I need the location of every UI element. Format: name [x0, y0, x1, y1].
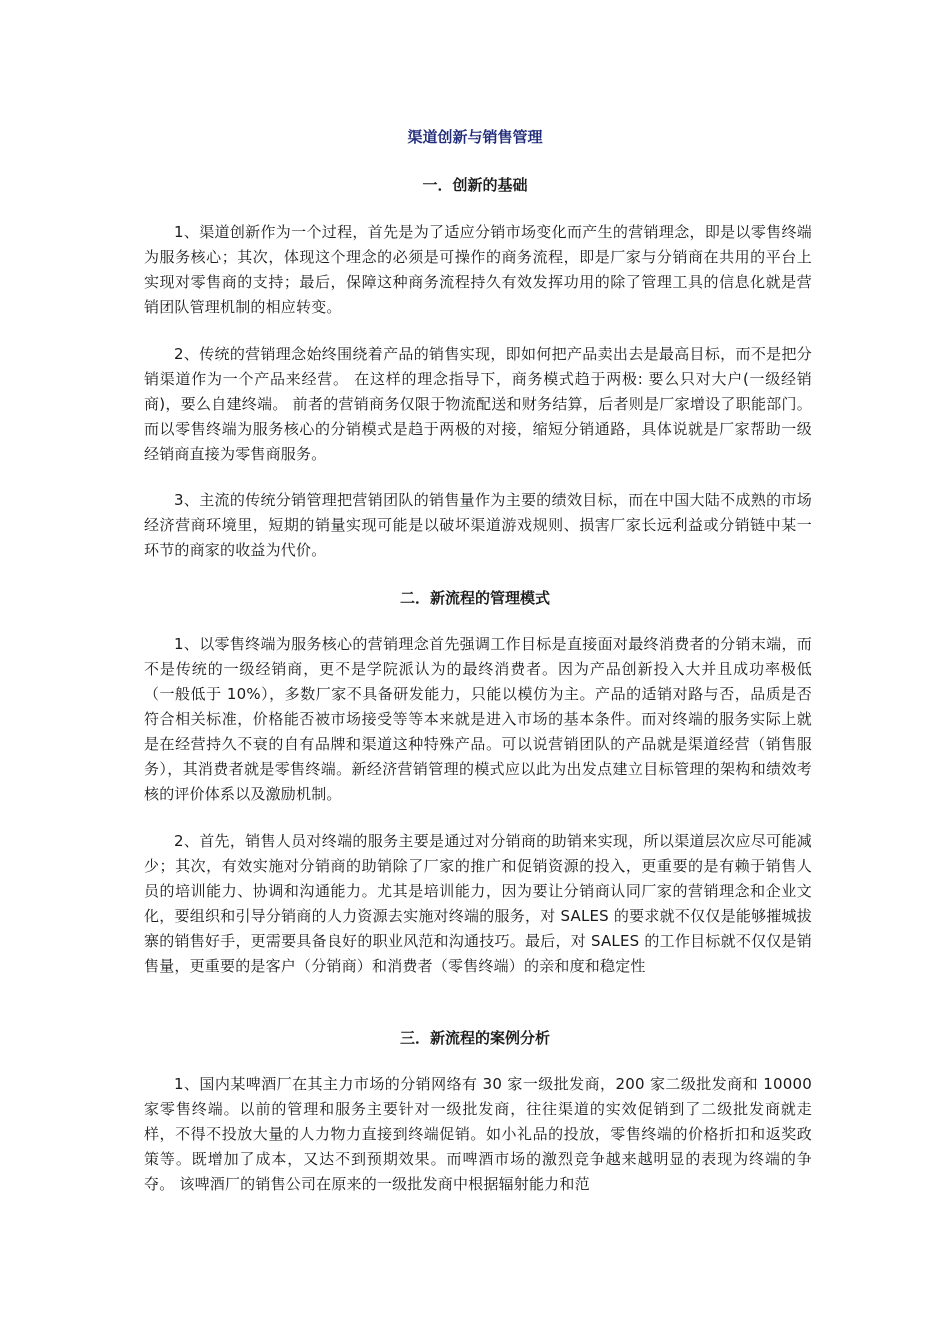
paragraph: 2、首先，销售人员对终端的服务主要是通过对分销商的助销来实现，所以渠道层次应尽可能减少；其次，有效实施对分销商的助销除了厂家的推广和促销资源的投入，更重要的是有赖于销售人员的培训能力、协调和沟通能力。尤其是培训能力，因为要让分销商认同厂家的营销理念和企业文化，要组织和引导分销商的人力资源去实施对终端的服务，对 SALES 的要求就不仅仅是能够摧城拔寨的销售好手，更需要具备良好的职业风范和沟通技巧。最后，对 SALES 的工作目标就不仅仅是销售量，更重要的是客户（分销商）和消费者（零售终端）的亲和度和稳定性 [144, 832, 812, 975]
paragraph: 3、主流的传统分销管理把营销团队的销售量作为主要的绩效目标，而在中国大陆不成熟的市场经济营商环境里，短期的销量实现可能是以破坏渠道游戏规则、损害厂家长远利益或分销链中某一环节的商家的收益为代价。 [144, 491, 812, 559]
paragraph: 1、以零售终端为服务核心的营销理念首先强调工作目标是直接面对最终消费者的分销末端，而不是传统的一级经销商，更不是学院派认为的最终消费者。因为产品创新投入大并且成功率极低（一般低于 10%），多数厂家不具备研发能力，只能以模仿为主。产品的适销对路与否，品质是否符合相关标准，价格能否被市场接受等等本来就是进入市场的基本条件。而对终端的服务实际上就是在经营持久不衰的自有品牌和渠道这种特殊产品。可以说营销团队的产品就是渠道经营（销售服务），其消费者就是零售终端。新经济营销管理的模式应以此为出发点建立目标管理的架构和绩效考核的评价体系以及激励机制。 [144, 635, 812, 803]
document-title: 渠道创新与销售管理 [407, 128, 543, 146]
paragraph: 1、渠道创新作为一个过程，首先是为了适应分销市场变化而产生的营销理念，即是以零售终端为服务核心；其次，体现这个理念的必须是可操作的商务流程，即是厂家与分销商在共用的平台上实现对零售商的支持；最后，保障这种商务流程持久有效发挥功用的除了管理工具的信息化就是营销团队管理机制的相应转变。 [144, 223, 812, 316]
section-heading-2: 二．新流程的管理模式 [399, 589, 550, 607]
paragraph: 2、传统的营销理念始终围绕着产品的销售实现，即如何把产品卖出去是最高目标，而不是把分销渠道作为一个产品来经营。 在这样的理念指导下，商务模式趋于两极: 要么只对大户(一级经销商)，要么自建终端。 前者的营销商务仅限于物流配送和财务结算，后者则是厂家增设了职能部门。而以零售终端为服务核心的分销模式是趋于两极的对接，缩短分销通路，具体说就是厂家帮助一级经销商直接为零售商服务。 [144, 345, 812, 463]
section-heading-1: 一．创新的基础 [422, 176, 528, 194]
section-heading-3: 三．新流程的案例分析 [399, 1029, 550, 1047]
paragraph: 1、国内某啤酒厂在其主力市场的分销网络有 30 家一级批发商，200 家二级批发商和 10000 家零售终端。以前的管理和服务主要针对一级批发商，往往渠道的实效促销到了二级批发商就走样，不得不投放大量的人力物力直接到终端促销。如小礼品的投放，零售终端的价格折扣和返奖政策等。既增加了成本，又达不到预期效果。而啤酒市场的激烈竞争越来越明显的表现为终端的争夺。 该啤酒厂的销售公司在原来的一级批发商中根据辐射能力和范 [144, 1075, 812, 1193]
